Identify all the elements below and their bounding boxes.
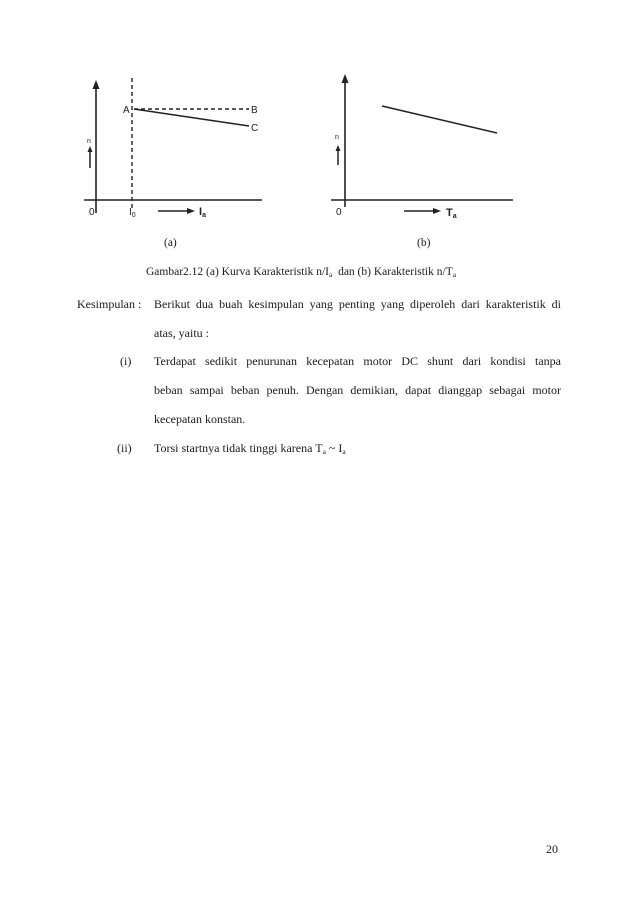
item-i-line3: kecepatan konstan.	[154, 412, 246, 426]
item-i-line2: beban sampai beban penuh. Dengan demikian, dapat dianggap sebagai motor	[154, 383, 561, 397]
figure-a-caption: (a)	[164, 237, 177, 249]
item-ii-part2: ~ I	[325, 441, 343, 455]
item-ii-sub2: a	[342, 447, 346, 456]
figure-a-y-arrowhead	[93, 80, 100, 89]
figure-a-graph	[84, 78, 262, 219]
figure-caption	[146, 266, 456, 279]
conclusion-heading: Kesimpulan :	[77, 297, 142, 311]
figure-caption-part2: dan (b) Karakteristik n/T	[332, 266, 453, 278]
conclusion-intro-line2: atas, yaitu :	[154, 326, 209, 340]
figure-b-y-label: n	[335, 134, 339, 141]
figure-b-x-label: Ta	[446, 207, 457, 220]
item-marker-i: (i)	[120, 354, 132, 368]
figure-b-curve	[382, 106, 497, 133]
figure-a-ac-curve	[134, 109, 249, 126]
figure-a-label-c: C	[251, 123, 259, 134]
figure-a-label-b: B	[251, 105, 258, 116]
figure-a-i0-label: $I_0$	[129, 207, 136, 219]
figure-a-x-label: Ia	[199, 206, 206, 219]
figure-a-x-arrowhead	[187, 208, 195, 214]
item-ii-sub1: a	[322, 447, 326, 456]
item-ii-part1: Torsi startnya tidak tinggi karena T	[154, 441, 323, 455]
figure-b-y-arrowhead	[342, 74, 349, 83]
conclusion-intro-line1: Berikut dua buah kesimpulan yang penting yang diperoleh dari karakteristik di	[154, 297, 561, 311]
figure-b-graph	[331, 74, 513, 220]
figure-caption-part1: Gambar2.12 (a) Kurva Karakteristik n/I	[146, 266, 329, 278]
item-ii-text	[154, 442, 346, 456]
item-marker-ii: (ii)	[117, 441, 132, 455]
figure-b-origin-label: 0	[336, 207, 342, 218]
figure-b-caption: (b)	[417, 237, 431, 249]
item-i-line1: Terdapat sedikit penurunan kecepatan motor DC shunt dari kondisi tanpa	[154, 354, 561, 368]
figure-b-x-arrowhead	[433, 208, 441, 214]
figure-a-origin-label: 0	[89, 207, 95, 218]
figure-b-n-arrowhead	[336, 145, 341, 151]
page-number: 20	[546, 842, 558, 856]
figure-caption-sub1: a	[328, 270, 333, 279]
figure-a-y-label: n	[87, 138, 91, 145]
figure-a-n-arrowhead	[88, 146, 93, 152]
figure-caption-sub2: a	[452, 270, 457, 279]
figure-a-label-a: A	[123, 105, 130, 116]
